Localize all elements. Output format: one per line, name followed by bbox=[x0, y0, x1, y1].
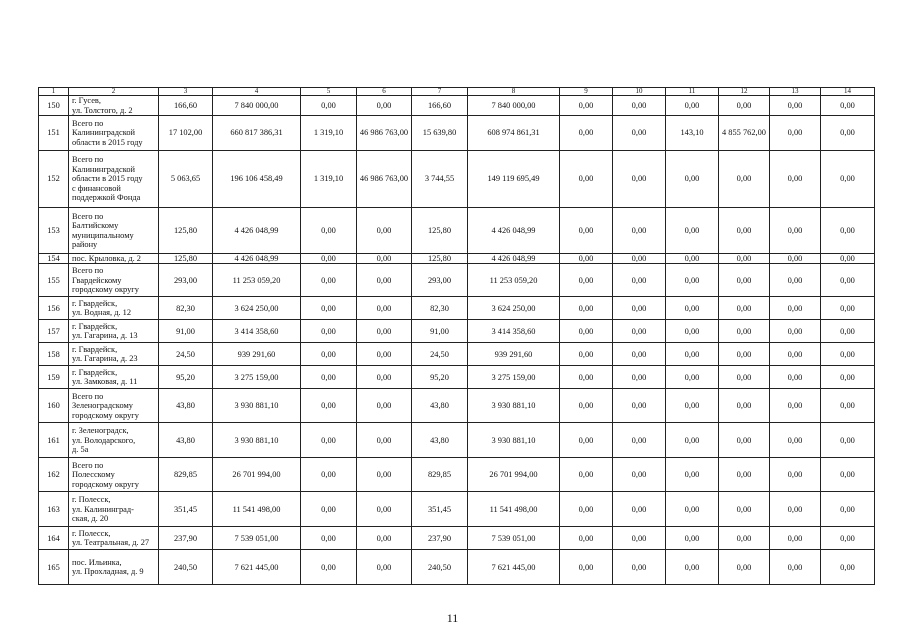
table-row bbox=[39, 320, 875, 343]
row-number-cell: 152 bbox=[39, 151, 69, 208]
value-cell: 0,00 bbox=[666, 264, 719, 297]
value-cell: 0,00 bbox=[666, 389, 719, 423]
value-cell: 95,20 bbox=[159, 366, 213, 389]
row-number-cell: 158 bbox=[39, 343, 69, 366]
value-cell: 0,00 bbox=[301, 320, 357, 343]
value-cell: 0,00 bbox=[357, 550, 412, 585]
value-cell: 95,20 bbox=[412, 366, 468, 389]
value-cell: 0,00 bbox=[301, 264, 357, 297]
table-row bbox=[39, 343, 875, 366]
value-cell: 0,00 bbox=[560, 423, 613, 458]
value-cell: 4 426 048,99 bbox=[213, 208, 301, 254]
value-cell: 0,00 bbox=[613, 527, 666, 550]
value-cell: 3 414 358,60 bbox=[468, 320, 560, 343]
value-cell: 4 426 048,99 bbox=[468, 254, 560, 264]
row-number-cell: 163 bbox=[39, 492, 69, 527]
value-cell: 0,00 bbox=[357, 96, 412, 116]
value-cell: 0,00 bbox=[821, 550, 875, 585]
table-row bbox=[39, 208, 875, 254]
value-cell: 149 119 695,49 bbox=[468, 151, 560, 208]
value-cell: 0,00 bbox=[357, 297, 412, 320]
value-cell: 0,00 bbox=[301, 458, 357, 492]
address-cell: г. Полесск, ул. Театральная, д. 27 bbox=[69, 527, 159, 550]
value-cell: 0,00 bbox=[719, 297, 770, 320]
table-row bbox=[39, 297, 875, 320]
value-cell: 0,00 bbox=[770, 264, 821, 297]
value-cell: 0,00 bbox=[301, 366, 357, 389]
value-cell: 125,80 bbox=[159, 254, 213, 264]
value-cell: 0,00 bbox=[821, 297, 875, 320]
value-cell: 0,00 bbox=[666, 423, 719, 458]
value-cell: 0,00 bbox=[560, 550, 613, 585]
value-cell: 829,85 bbox=[412, 458, 468, 492]
value-cell: 46 986 763,00 bbox=[357, 116, 412, 151]
value-cell: 0,00 bbox=[613, 116, 666, 151]
value-cell: 240,50 bbox=[159, 550, 213, 585]
column-header: 1 bbox=[39, 88, 69, 96]
value-cell: 0,00 bbox=[301, 96, 357, 116]
value-cell: 43,80 bbox=[412, 423, 468, 458]
value-cell: 0,00 bbox=[770, 151, 821, 208]
column-header: 3 bbox=[159, 88, 213, 96]
value-cell: 0,00 bbox=[719, 264, 770, 297]
column-header: 11 bbox=[666, 88, 719, 96]
value-cell: 91,00 bbox=[159, 320, 213, 343]
address-cell: Всего по Калининградской области в 2015 году bbox=[69, 116, 159, 151]
address-cell: г. Зеленоградск, ул. Володарского, д. 5а bbox=[69, 423, 159, 458]
value-cell: 7 621 445,00 bbox=[213, 550, 301, 585]
value-cell: 43,80 bbox=[159, 423, 213, 458]
value-cell: 24,50 bbox=[412, 343, 468, 366]
value-cell: 0,00 bbox=[301, 208, 357, 254]
value-cell: 4 426 048,99 bbox=[468, 208, 560, 254]
value-cell: 26 701 994,00 bbox=[468, 458, 560, 492]
value-cell: 0,00 bbox=[301, 343, 357, 366]
data-table bbox=[38, 87, 875, 585]
value-cell: 0,00 bbox=[770, 550, 821, 585]
value-cell: 0,00 bbox=[719, 320, 770, 343]
value-cell: 11 541 498,00 bbox=[213, 492, 301, 527]
value-cell: 0,00 bbox=[560, 254, 613, 264]
value-cell: 0,00 bbox=[613, 96, 666, 116]
value-cell: 0,00 bbox=[770, 366, 821, 389]
value-cell: 43,80 bbox=[159, 389, 213, 423]
table-row bbox=[39, 151, 875, 208]
value-cell: 0,00 bbox=[770, 458, 821, 492]
column-header: 13 bbox=[770, 88, 821, 96]
address-cell: пос. Крыловка, д. 2 bbox=[69, 254, 159, 264]
address-cell: пос. Ильинка, ул. Прохладная, д. 9 bbox=[69, 550, 159, 585]
value-cell: 3 275 159,00 bbox=[213, 366, 301, 389]
page-number: 11 bbox=[446, 611, 459, 625]
value-cell: 0,00 bbox=[770, 423, 821, 458]
table-row bbox=[39, 96, 875, 116]
value-cell: 17 102,00 bbox=[159, 116, 213, 151]
address-cell: г. Гвардейск, ул. Гагарина, д. 23 bbox=[69, 343, 159, 366]
value-cell: 3 930 881,10 bbox=[468, 423, 560, 458]
value-cell: 0,00 bbox=[770, 527, 821, 550]
value-cell: 0,00 bbox=[719, 208, 770, 254]
value-cell: 0,00 bbox=[560, 389, 613, 423]
value-cell: 0,00 bbox=[719, 254, 770, 264]
value-cell: 237,90 bbox=[412, 527, 468, 550]
value-cell: 7 539 051,00 bbox=[468, 527, 560, 550]
value-cell: 0,00 bbox=[770, 492, 821, 527]
column-header: 5 bbox=[301, 88, 357, 96]
address-cell: Всего по Полесскому городскому округу bbox=[69, 458, 159, 492]
table-row bbox=[39, 423, 875, 458]
table-row bbox=[39, 254, 875, 264]
value-cell: 5 063,65 bbox=[159, 151, 213, 208]
value-cell: 0,00 bbox=[821, 264, 875, 297]
value-cell: 91,00 bbox=[412, 320, 468, 343]
column-header: 4 bbox=[213, 88, 301, 96]
value-cell: 3 930 881,10 bbox=[213, 389, 301, 423]
value-cell: 0,00 bbox=[357, 343, 412, 366]
row-number-cell: 165 bbox=[39, 550, 69, 585]
address-cell: Всего по Калининградской области в 2015 году с финансовой поддержкой Фонда bbox=[69, 151, 159, 208]
value-cell: 0,00 bbox=[821, 343, 875, 366]
value-cell: 143,10 bbox=[666, 116, 719, 151]
address-cell: г. Гвардейск, ул. Водная, д. 12 bbox=[69, 297, 159, 320]
value-cell: 0,00 bbox=[560, 492, 613, 527]
value-cell: 4 426 048,99 bbox=[213, 254, 301, 264]
value-cell: 0,00 bbox=[719, 366, 770, 389]
value-cell: 11 253 059,20 bbox=[468, 264, 560, 297]
address-cell: г. Гвардейск, ул. Гагарина, д. 13 bbox=[69, 320, 159, 343]
value-cell: 0,00 bbox=[560, 151, 613, 208]
value-cell: 0,00 bbox=[301, 423, 357, 458]
value-cell: 3 744,55 bbox=[412, 151, 468, 208]
value-cell: 0,00 bbox=[770, 389, 821, 423]
value-cell: 0,00 bbox=[770, 254, 821, 264]
table-row bbox=[39, 366, 875, 389]
row-number-cell: 153 bbox=[39, 208, 69, 254]
row-number-cell: 150 bbox=[39, 96, 69, 116]
value-cell: 166,60 bbox=[412, 96, 468, 116]
value-cell: 196 106 458,49 bbox=[213, 151, 301, 208]
value-cell: 4 855 762,00 bbox=[719, 116, 770, 151]
value-cell: 0,00 bbox=[770, 320, 821, 343]
value-cell: 0,00 bbox=[719, 343, 770, 366]
value-cell: 0,00 bbox=[560, 208, 613, 254]
row-number-cell: 151 bbox=[39, 116, 69, 151]
address-cell: г. Гусев, ул. Толстого, д. 2 bbox=[69, 96, 159, 116]
row-number-cell: 162 bbox=[39, 458, 69, 492]
row-number-cell: 156 bbox=[39, 297, 69, 320]
value-cell: 125,80 bbox=[159, 208, 213, 254]
value-cell: 0,00 bbox=[770, 208, 821, 254]
value-cell: 0,00 bbox=[666, 527, 719, 550]
value-cell: 0,00 bbox=[821, 492, 875, 527]
value-cell: 3 275 159,00 bbox=[468, 366, 560, 389]
value-cell: 0,00 bbox=[301, 550, 357, 585]
column-header: 6 bbox=[357, 88, 412, 96]
value-cell: 0,00 bbox=[357, 458, 412, 492]
value-cell: 0,00 bbox=[666, 366, 719, 389]
value-cell: 0,00 bbox=[613, 264, 666, 297]
value-cell: 351,45 bbox=[159, 492, 213, 527]
value-cell: 0,00 bbox=[301, 527, 357, 550]
value-cell: 0,00 bbox=[821, 254, 875, 264]
table-row bbox=[39, 264, 875, 297]
value-cell: 0,00 bbox=[301, 254, 357, 264]
column-header: 10 bbox=[613, 88, 666, 96]
row-number-cell: 155 bbox=[39, 264, 69, 297]
value-cell: 0,00 bbox=[719, 492, 770, 527]
value-cell: 125,80 bbox=[412, 254, 468, 264]
value-cell: 0,00 bbox=[357, 423, 412, 458]
value-cell: 939 291,60 bbox=[468, 343, 560, 366]
value-cell: 0,00 bbox=[613, 297, 666, 320]
value-cell: 46 986 763,00 bbox=[357, 151, 412, 208]
value-cell: 0,00 bbox=[357, 320, 412, 343]
value-cell: 829,85 bbox=[159, 458, 213, 492]
row-number-cell: 154 bbox=[39, 254, 69, 264]
value-cell: 0,00 bbox=[613, 151, 666, 208]
value-cell: 43,80 bbox=[412, 389, 468, 423]
value-cell: 7 621 445,00 bbox=[468, 550, 560, 585]
value-cell: 0,00 bbox=[613, 320, 666, 343]
value-cell: 26 701 994,00 bbox=[213, 458, 301, 492]
value-cell: 1 319,10 bbox=[301, 116, 357, 151]
value-cell: 0,00 bbox=[666, 343, 719, 366]
value-cell: 0,00 bbox=[357, 208, 412, 254]
value-cell: 0,00 bbox=[613, 254, 666, 264]
value-cell: 0,00 bbox=[821, 208, 875, 254]
column-header: 8 bbox=[468, 88, 560, 96]
value-cell: 11 541 498,00 bbox=[468, 492, 560, 527]
value-cell: 166,60 bbox=[159, 96, 213, 116]
value-cell: 351,45 bbox=[412, 492, 468, 527]
value-cell: 0,00 bbox=[821, 151, 875, 208]
value-cell: 0,00 bbox=[770, 297, 821, 320]
value-cell: 660 817 386,31 bbox=[213, 116, 301, 151]
value-cell: 0,00 bbox=[666, 208, 719, 254]
value-cell: 939 291,60 bbox=[213, 343, 301, 366]
table-row bbox=[39, 527, 875, 550]
value-cell: 0,00 bbox=[357, 366, 412, 389]
value-cell: 0,00 bbox=[560, 264, 613, 297]
value-cell: 0,00 bbox=[301, 492, 357, 527]
value-cell: 0,00 bbox=[821, 389, 875, 423]
value-cell: 0,00 bbox=[719, 96, 770, 116]
value-cell: 125,80 bbox=[412, 208, 468, 254]
value-cell: 0,00 bbox=[560, 527, 613, 550]
table-row bbox=[39, 550, 875, 585]
row-number-cell: 161 bbox=[39, 423, 69, 458]
value-cell: 0,00 bbox=[821, 423, 875, 458]
value-cell: 0,00 bbox=[560, 343, 613, 366]
value-cell: 0,00 bbox=[666, 492, 719, 527]
value-cell: 0,00 bbox=[666, 550, 719, 585]
row-number-cell: 164 bbox=[39, 527, 69, 550]
value-cell: 0,00 bbox=[719, 423, 770, 458]
value-cell: 0,00 bbox=[666, 254, 719, 264]
value-cell: 0,00 bbox=[613, 492, 666, 527]
value-cell: 0,00 bbox=[560, 458, 613, 492]
value-cell: 608 974 861,31 bbox=[468, 116, 560, 151]
value-cell: 0,00 bbox=[613, 343, 666, 366]
table-row bbox=[39, 389, 875, 423]
value-cell: 0,00 bbox=[666, 320, 719, 343]
column-header: 12 bbox=[719, 88, 770, 96]
value-cell: 0,00 bbox=[357, 254, 412, 264]
row-number-cell: 160 bbox=[39, 389, 69, 423]
value-cell: 0,00 bbox=[666, 151, 719, 208]
address-cell: Всего по Зеленоградскому городскому округу bbox=[69, 389, 159, 423]
address-cell: г. Гвардейск, ул. Замковая, д. 11 bbox=[69, 366, 159, 389]
value-cell: 7 840 000,00 bbox=[213, 96, 301, 116]
value-cell: 0,00 bbox=[613, 389, 666, 423]
value-cell: 0,00 bbox=[770, 343, 821, 366]
value-cell: 1 319,10 bbox=[301, 151, 357, 208]
value-cell: 0,00 bbox=[666, 297, 719, 320]
value-cell: 0,00 bbox=[666, 458, 719, 492]
value-cell: 0,00 bbox=[357, 527, 412, 550]
header-row bbox=[39, 88, 875, 96]
value-cell: 15 639,80 bbox=[412, 116, 468, 151]
value-cell: 293,00 bbox=[159, 264, 213, 297]
table-row bbox=[39, 492, 875, 527]
value-cell: 0,00 bbox=[301, 297, 357, 320]
value-cell: 3 930 881,10 bbox=[213, 423, 301, 458]
value-cell: 7 539 051,00 bbox=[213, 527, 301, 550]
value-cell: 7 840 000,00 bbox=[468, 96, 560, 116]
value-cell: 0,00 bbox=[719, 458, 770, 492]
value-cell: 237,90 bbox=[159, 527, 213, 550]
value-cell: 82,30 bbox=[159, 297, 213, 320]
value-cell: 0,00 bbox=[821, 96, 875, 116]
value-cell: 0,00 bbox=[821, 116, 875, 151]
row-number-cell: 159 bbox=[39, 366, 69, 389]
row-number-cell: 157 bbox=[39, 320, 69, 343]
value-cell: 82,30 bbox=[412, 297, 468, 320]
value-cell: 0,00 bbox=[301, 389, 357, 423]
table-row bbox=[39, 458, 875, 492]
value-cell: 0,00 bbox=[770, 96, 821, 116]
value-cell: 0,00 bbox=[821, 366, 875, 389]
column-header: 14 bbox=[821, 88, 875, 96]
value-cell: 24,50 bbox=[159, 343, 213, 366]
value-cell: 0,00 bbox=[560, 96, 613, 116]
value-cell: 0,00 bbox=[560, 320, 613, 343]
value-cell: 0,00 bbox=[357, 389, 412, 423]
value-cell: 0,00 bbox=[560, 297, 613, 320]
value-cell: 0,00 bbox=[613, 366, 666, 389]
value-cell: 0,00 bbox=[666, 96, 719, 116]
value-cell: 0,00 bbox=[613, 458, 666, 492]
value-cell: 0,00 bbox=[357, 492, 412, 527]
value-cell: 0,00 bbox=[560, 366, 613, 389]
value-cell: 0,00 bbox=[719, 389, 770, 423]
value-cell: 240,50 bbox=[412, 550, 468, 585]
value-cell: 11 253 059,20 bbox=[213, 264, 301, 297]
column-header: 9 bbox=[560, 88, 613, 96]
value-cell: 0,00 bbox=[613, 208, 666, 254]
value-cell: 0,00 bbox=[613, 423, 666, 458]
column-header: 2 bbox=[69, 88, 159, 96]
value-cell: 3 624 250,00 bbox=[213, 297, 301, 320]
address-cell: Всего по Балтийскому муниципальному району bbox=[69, 208, 159, 254]
value-cell: 0,00 bbox=[821, 458, 875, 492]
table-row bbox=[39, 116, 875, 151]
value-cell: 0,00 bbox=[719, 151, 770, 208]
value-cell: 293,00 bbox=[412, 264, 468, 297]
address-cell: г. Полесск, ул. Калининград- ская, д. 20 bbox=[69, 492, 159, 527]
value-cell: 0,00 bbox=[613, 550, 666, 585]
value-cell: 0,00 bbox=[821, 320, 875, 343]
value-cell: 0,00 bbox=[560, 116, 613, 151]
value-cell: 3 624 250,00 bbox=[468, 297, 560, 320]
value-cell: 0,00 bbox=[719, 527, 770, 550]
value-cell: 0,00 bbox=[719, 550, 770, 585]
address-cell: Всего по Гвардейскому городскому округу bbox=[69, 264, 159, 297]
value-cell: 3 414 358,60 bbox=[213, 320, 301, 343]
value-cell: 3 930 881,10 bbox=[468, 389, 560, 423]
value-cell: 0,00 bbox=[770, 116, 821, 151]
value-cell: 0,00 bbox=[821, 527, 875, 550]
value-cell: 0,00 bbox=[357, 264, 412, 297]
column-header: 7 bbox=[412, 88, 468, 96]
